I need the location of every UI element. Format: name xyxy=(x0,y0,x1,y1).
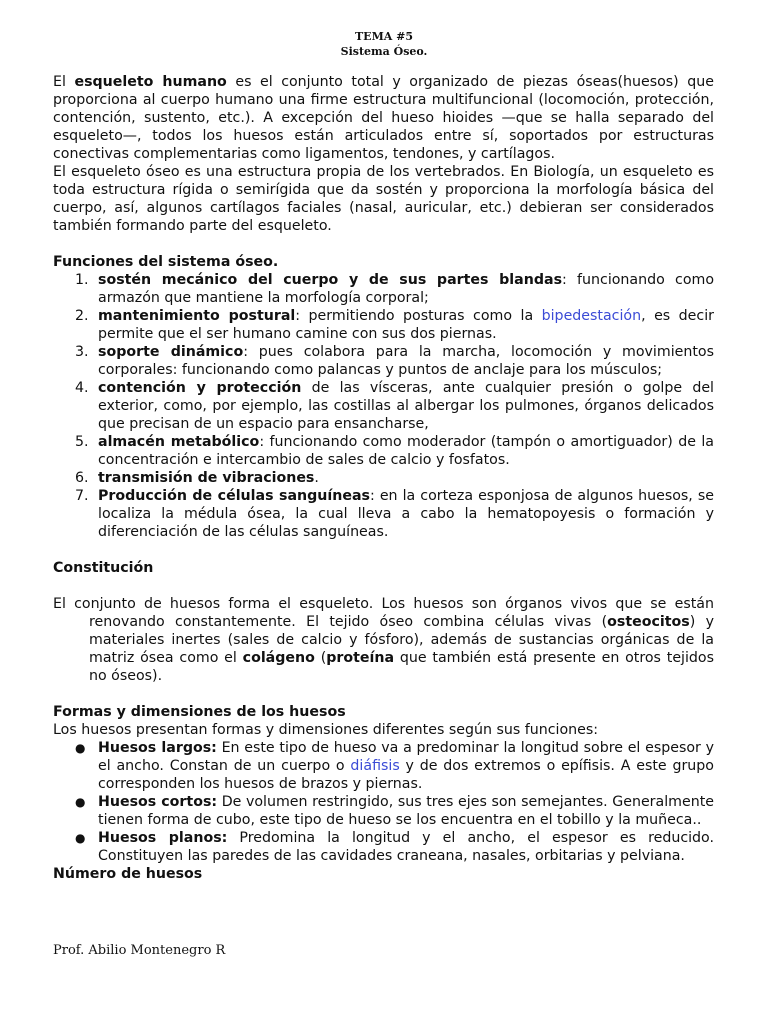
funcion-item xyxy=(53,379,714,433)
forma-text: En este tipo de hueso va a predominar la longitud sobre el espesor y el ancho. Constan de un cuerpo o xyxy=(98,740,714,774)
document-subtitle: Sistema Óseo. xyxy=(340,45,428,58)
section-heading-constitucion: Constitución xyxy=(53,560,154,576)
list-number: 5. xyxy=(75,434,89,450)
forma-item xyxy=(53,793,714,829)
document-title: TEMA #5 xyxy=(355,30,413,43)
constitucion-text-3: ( xyxy=(314,650,327,666)
footer-author: Prof. Abilio Montenegro R xyxy=(53,943,226,958)
forma-link[interactable]: diáfisis xyxy=(350,758,400,774)
list-number: 3. xyxy=(75,344,89,360)
funcion-item xyxy=(53,307,714,343)
list-number: 2. xyxy=(75,308,89,324)
constitucion-text-2: ) y materiales inertes (sales de calcio y fósforo), además de sustancias orgánicas de la matriz ósea como el xyxy=(89,614,714,666)
constitucion-bold-2: colágeno xyxy=(242,650,315,666)
forma-term: Huesos planos: xyxy=(98,830,228,846)
funcion-item xyxy=(53,469,714,487)
funcion-text: : pues colabora para la marcha, locomoción y movimientos corporales: funcionando como palancas y puntos de anclaje para los músculos; xyxy=(98,344,714,378)
funcion-text: : funcionando como armazón que mantiene la morfología corporal; xyxy=(98,272,715,306)
funcion-term: sostén mecánico del cuerpo y de sus partes blandas xyxy=(98,272,563,288)
intro-bold-term: esqueleto humano xyxy=(74,74,227,90)
section-heading-numero: Número de huesos xyxy=(53,866,203,882)
funciones-list xyxy=(53,271,714,541)
funcion-term: almacén metabólico xyxy=(98,434,260,450)
intro-text-a: El xyxy=(53,74,75,90)
constitucion-bold-1: osteocitos xyxy=(607,614,690,630)
forma-term: Huesos cortos: xyxy=(98,794,218,810)
list-number: 1. xyxy=(75,272,89,288)
formas-list xyxy=(53,739,714,865)
forma-item xyxy=(53,739,714,793)
funcion-link[interactable]: bipedestación xyxy=(541,308,642,324)
forma-text: De volumen restringido, sus tres ejes son semejantes. Generalmente tienen forma de cubo, este tipo de hueso se los encuentra en el tobillo y la muñeca.. xyxy=(98,794,714,828)
intro-paragraph-1 xyxy=(53,73,714,163)
funcion-text: : funcionando como moderador (tampón o amortiguador) de la concentración e intercambio de sales de calcio y fosfatos. xyxy=(98,434,714,468)
funcion-text: . xyxy=(314,470,319,486)
document-body xyxy=(53,73,714,883)
list-number: 6. xyxy=(75,470,89,486)
funcion-item xyxy=(53,343,714,379)
forma-text-2: y de dos extremos o epífisis. A este grupo corresponden los huesos de brazos y piernas. xyxy=(98,758,714,792)
formas-intro: Los huesos presentan formas y dimensiones diferentes según sus funciones: xyxy=(53,722,599,738)
funcion-term: transmisión de vibraciones xyxy=(98,470,315,486)
funcion-term: Producción de células sanguíneas xyxy=(98,488,370,504)
section-heading-formas: Formas y dimensiones de los huesos xyxy=(53,704,346,720)
constitucion-text-4: que también está presente en otros tejidos no óseos). xyxy=(89,650,715,684)
forma-item xyxy=(53,829,714,865)
forma-text: Predomina la longitud y el ancho, el espesor es reducido. Constituyen las paredes de las cavidades craneana, nasales, orbitarias y pelviana. xyxy=(98,830,715,864)
funcion-term: contención y protección xyxy=(98,380,302,396)
funcion-text: : permitiendo posturas como la xyxy=(295,308,542,324)
constitucion-bold-3: proteína xyxy=(326,650,395,666)
intro-paragraph-2: El esqueleto óseo es una estructura propia de los vertebrados. En Biología, un esqueleto es toda estructura rígida o semirígida que da sostén y proporciona la morfología básica del cuerpo, así, algunos cartílagos faciales (nasal, auricular, etc.) debieran ser considerados también formando parte del esqueleto. xyxy=(53,164,714,234)
bullet-icon: ● xyxy=(75,741,86,755)
intro-text-b: es el conjunto total y organizado de piezas óseas(huesos) que proporciona al cuerpo humano una firme estructura multifuncional (locomoción, protección, contención, sustento, etc.). A excepción del hueso hioides —que se halla separado del esqueleto—, todos los huesos están articulados entre sí, soportados por estructuras conectivas complementarias como ligamentos, tendones, y cartílagos. xyxy=(53,74,714,162)
forma-term: Huesos largos: xyxy=(98,740,217,756)
list-number: 7. xyxy=(75,488,89,504)
funcion-text-2: , es decir permite que el ser humano camine con sus dos piernas. xyxy=(98,308,714,342)
bullet-icon: ● xyxy=(75,795,86,809)
funcion-term: mantenimiento postural xyxy=(98,308,296,324)
constitucion-text-1: El conjunto de huesos forma el esqueleto. Los huesos son órganos vivos que se están renovando constantemente. El tejido óseo combina células vivas ( xyxy=(53,596,714,630)
list-number: 4. xyxy=(75,380,89,396)
constitucion-paragraph xyxy=(53,595,714,685)
funcion-item xyxy=(53,271,714,307)
funcion-text: de las vísceras, ante cualquier presión o golpe del exterior, como, por ejemplo, las costillas al albergar los pulmones, órganos delicados que precisan de un espacio para ensancharse, xyxy=(98,380,714,432)
funcion-item xyxy=(53,433,714,469)
funcion-item xyxy=(53,487,714,541)
section-heading-funciones: Funciones del sistema óseo. xyxy=(53,254,279,270)
bullet-icon: ● xyxy=(75,831,86,845)
funcion-term: soporte dinámico xyxy=(98,344,244,360)
funcion-text: : en la corteza esponjosa de algunos huesos, se localiza la médula ósea, la cual lleva a cabo la hematopoyesis o formación y diferenciación de las células sanguíneas. xyxy=(98,488,714,540)
